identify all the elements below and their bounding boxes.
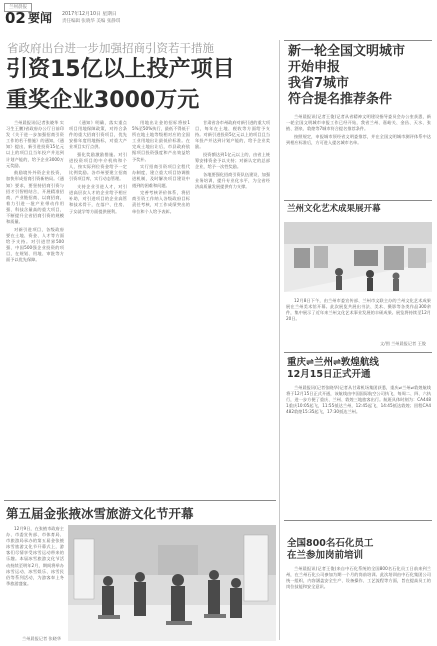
lead-kicker: 省政府出台进一步加强招商引资若干措施 (7, 41, 214, 55)
training-title-2: 在兰参加岗前培训 (287, 550, 364, 561)
civ-body: 兰州晨报讯(记者王俊)记者从省精神文明建设指导委员会办公室获悉，新一轮全国文明城市申报工作已经开始，我省兰州、嘉峪关、金昌、天水、张掖、酒泉、敦煌等7城市符合提名推荐条件。 按照规定，申报城市须经省文明委推荐，并在全国文明城市测评体系中达到相应标准后，方可进入提名城市名单。 (286, 114, 431, 145)
issue-date: 2017年12月10日 星期日 (62, 12, 117, 17)
editor-line: 责任编辑 张晓华 美编 张静琪 (62, 19, 121, 24)
masthead-logo: 兰州晨报 (4, 3, 32, 12)
section-rule (284, 200, 432, 201)
exhibition-photo (284, 222, 432, 292)
lead-column-4: 甘肃省各市州政府对新引进的重大项目，每年在土地、税收等方面给予支持。对新引进投资5亿元以上的项目且当年投产并达到计划产能的，给予企业奖励。 投资额达到1亿元以上的，由省上统筹安排资金予以支持；对新认定的总部企业，给予一次性奖励。 各地要强化招商引资队伍建设，加强业务培训，提升专业化水平，为全省经济高质量发展提供有力支撑。 (195, 120, 270, 190)
page-number: 02 (5, 9, 26, 27)
lead-headline-2: 重奖企业3000万元 (6, 88, 200, 113)
column-divider (279, 40, 280, 640)
ice-festival-photo (68, 525, 276, 641)
art-body: 12月8日下午，由兰州市委宣传部、兰州市文联主办的兰州文化艺术成果展在兰州美术馆开幕。此次展览共展出书法、美术、摄影等各类作品300余件，集中展示了近年来兰州文化艺术事业发展的丰硕成果。展览将持续至12月20日。 (286, 298, 431, 322)
civ-title-1: 新一轮全国文明城市 (288, 44, 406, 59)
flight-title-2: 12月15日正式开通 (287, 369, 371, 380)
ice-credit: 兰州晨报记者 张晓华 (22, 636, 62, 641)
ice-body: 12月9日，在张掖市政府主办、市委宣传部、市体育局、市旅游局承办的第五届金张掖冰雪旅游文化节开幕式上，游客们尽情享受冰雪运动带来的乐趣。本届冰雪旅游文化节活动持续至明年2月，期间将举办冰雪运动、冰雪娱乐、冰雪民俗等系列活动，为游客奉上冬季旅游盛宴。 (6, 526, 64, 586)
training-body: 兰州晨报讯(记者王俊)来自中石化系统的全国800名石化员工日前来到兰州，在兰州石化公司参加为期一个月的岗前培训。此次培训由中石化集团公司统一组织，内容涵盖安全生产、设备操作、工艺流程等方面，旨在提高员工的岗位技能和安全意识。 (286, 566, 431, 590)
section-rule (4, 500, 276, 501)
lead-column-2: 《通知》明确，落实重点项目用地保障政策，对符合条件的重大招商引资项目，优先安排年度用地指标，对重大产业项目实行点供。 强化奖励激励措施。对引进投资项目的中介机构和个人，按实际到位资金给予一定比例奖励。各市州要建立招商引资项目库，实行动态管理。 支持企业引进人才，对引进高层次人才的企业给予相应补助，对引进项目的企业高管和技术骨干，在落户、住房、子女就学等方面提供便利。 (69, 120, 127, 214)
civ-title-2: 开始申报 (288, 60, 341, 75)
lead-column-1: 兰州晨报讯(记者张晓华 实习生王鹏)省政府办公厅日前印发《关于进一步加强招商引资工作的若干措施》的通知，《通知》提出，新引进投资15亿元以上的项目且当年投产并达到计划产能的，给予企业3000万元奖励。 鼓励境外外资企业投资，加快形成招商引资新格局。《通知》要求，要坚持招商引资与招才引智相结合，开展精准招商、产业链招商、以商招商，着力引进一批产业带动作用强、科技含量高的重大项目，不断提升全省招商引资的规模和质量。 对新引进项目，各级政府要在土地、资金、人才等方面给予支持。对引进世界500强、中国500强企业投资的项目，在规划、用地、审批等方面予以优先保障。 (6, 120, 64, 263)
section-name: 要闻 (28, 11, 53, 25)
section-rule (284, 40, 432, 41)
lead-headline-1: 引资15亿以上投产项目 (6, 57, 235, 82)
ice-title: 第五届金张掖冰雪旅游文化节开幕 (6, 506, 194, 521)
flight-body: 兰州晨报讯(记者张晓华)记者从甘肃机场集团获悉，重庆⇌兰州⇌敦煌航线将于12月15日正式开通，该航线由中国国际航空公司执飞，每周二、四、六执行，进一步方便了重庆、兰州、敦煌三地旅客出行。航班具体时刻为：CA4481重庆10:05起飞，11:55抵达兰州，12:45起飞，14:45抵达敦煌；回程CA4482敦煌15:35起飞，17:30抵达兰州。 (286, 385, 431, 415)
lead-column-3: 用地出让金的招标将按15%至50%执行，最低不得低于所在地土地等级相对应的全国工业用地出让最低价标准。在完成土地出让后，市县政府依据项目投资强度和产出效益给予奖补。 实行招商引资项目全程代办制度，建立重大项目协调推进机制，及时解决项目建设中遇到的困难和问题。 完善考核评价体系，将招商引资工作纳入各级政府目标责任考核，对工作成绩突出的单位和个人给予表彰。 (132, 120, 190, 214)
civ-title-3: 我省7城市 (288, 76, 350, 91)
section-rule (284, 352, 432, 353)
civ-title-4: 符合提名推荐条件 (288, 92, 393, 107)
section-rule (284, 520, 432, 521)
art-title: 兰州文化艺术成果展开幕 (287, 204, 381, 214)
flight-title-1: 重庆⇌兰州⇌敦煌航线 (287, 357, 379, 368)
art-credit: 文/图 兰州晨报记者 王俊 (380, 341, 426, 346)
training-title-1: 全国800名石化员工 (287, 538, 374, 549)
